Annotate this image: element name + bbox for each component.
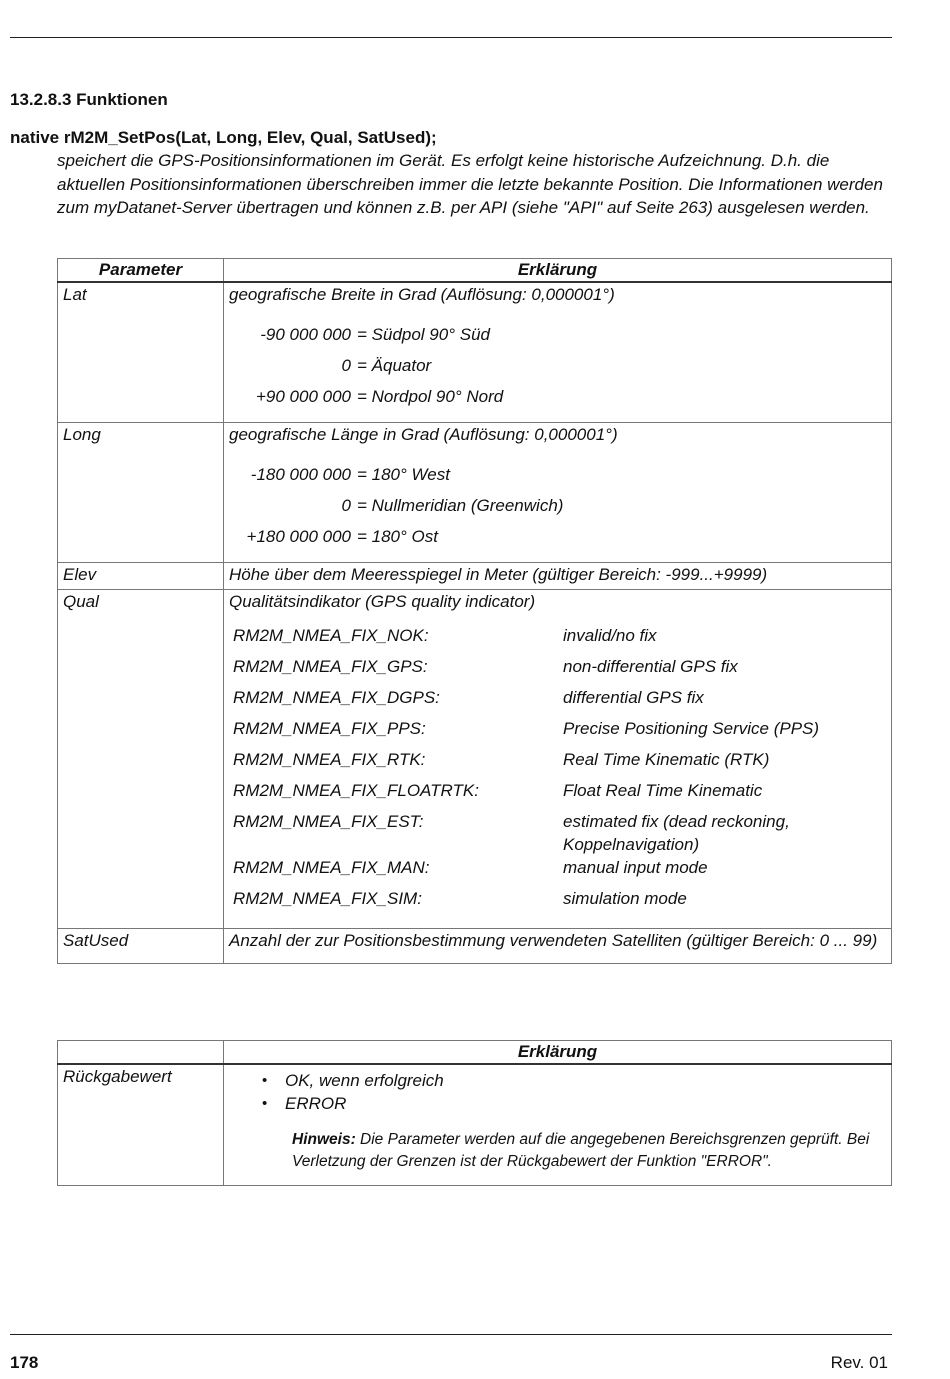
table-row-elev — [58, 563, 892, 590]
header-parameter: Parameter — [58, 259, 224, 283]
section-title: 13.2.8.3 Funktionen — [10, 90, 168, 109]
revision-label: Rev. 01 — [830, 1353, 888, 1372]
table-row-qual — [58, 590, 892, 929]
list-item: 0 = Nullmeridian (Greenwich) — [341, 496, 564, 515]
list-item: 0 = Äquator — [341, 356, 432, 375]
list-item: RM2M_NMEA_FIX_EST: estimated fix (dead reckoning, Koppelnavigation) — [233, 812, 790, 854]
list-item: RM2M_NMEA_FIX_GPS: non-differential GPS fix — [233, 657, 738, 676]
param-name: Elev — [58, 563, 224, 590]
note — [292, 1129, 886, 1173]
return-label: Rückgabewert — [58, 1064, 224, 1186]
param-name: SatUsed — [58, 929, 224, 964]
header-empty — [58, 1041, 224, 1065]
param-name: Long — [58, 423, 224, 563]
value-list — [229, 319, 886, 412]
header-explanation: Erklärung — [224, 1041, 892, 1065]
param-explanation: Anzahl der zur Positionsbestimmung verwendeten Satelliten (gültiger Bereich: 0 ... 99) — [224, 929, 892, 964]
header-rule — [10, 37, 892, 38]
header-explanation: Erklärung — [224, 259, 892, 283]
footer-rule — [10, 1334, 892, 1335]
list-item: • OK, wenn erfolgreich — [229, 1069, 886, 1092]
list-item: -180 000 000 = 180° West — [250, 465, 450, 484]
param-explanation: Höhe über dem Meeresspiegel in Meter (gültiger Bereich: -999...+9999) — [224, 563, 892, 590]
value-list — [229, 459, 886, 552]
note-label: Hinweis: — [292, 1131, 356, 1148]
param-explanation — [224, 423, 892, 563]
page-number: 178 — [10, 1353, 39, 1372]
table-row-satused — [58, 929, 892, 964]
value-list — [229, 624, 886, 918]
return-explanation — [224, 1064, 892, 1186]
param-explanation — [224, 282, 892, 423]
note-text: Die Parameter werden auf die angegebenen Bereichsgrenzen geprüft. Bei Verletzung der Grenzen ist der Rückgabewert der Funktion "ERROR". — [292, 1131, 870, 1170]
table-row-return — [58, 1064, 892, 1186]
parameter-table — [57, 258, 892, 964]
list-item: RM2M_NMEA_FIX_RTK: Real Time Kinematic (RTK) — [233, 750, 770, 769]
param-name: Qual — [58, 590, 224, 929]
return-table — [57, 1040, 892, 1186]
list-item: RM2M_NMEA_FIX_NOK: invalid/no fix — [233, 626, 657, 645]
function-description: speichert die GPS-Positionsinformationen im Gerät. Es erfolgt keine historische Aufzeichnung. D.h. die aktuellen Positionsinformationen überschreiben immer die letzte bekannte Position. Die Informationen werden zum myDatanet-Server übertragen und können z.B. per API (siehe "API" auf Seite 263) ausgelesen werden. — [57, 151, 883, 217]
param-text: geografische Länge in Grad (Auflösung: 0,000001°) — [229, 425, 618, 444]
param-name: Lat — [58, 282, 224, 423]
list-item: RM2M_NMEA_FIX_SIM: simulation mode — [233, 889, 687, 908]
param-explanation — [224, 590, 892, 929]
list-item: RM2M_NMEA_FIX_DGPS: differential GPS fix — [233, 688, 704, 707]
table-row-lat — [58, 282, 892, 423]
table-header-row — [58, 259, 892, 283]
table-row-long — [58, 423, 892, 563]
list-item: +90 000 000 = Nordpol 90° Nord — [255, 387, 504, 406]
list-item: • ERROR — [229, 1092, 886, 1115]
param-text: Qualitätsindikator (GPS quality indicator) — [229, 592, 536, 611]
list-item: +180 000 000 = 180° Ost — [246, 527, 438, 546]
list-item: RM2M_NMEA_FIX_PPS: Precise Positioning Service (PPS) — [233, 719, 820, 738]
list-item: RM2M_NMEA_FIX_MAN: manual input mode — [233, 858, 708, 877]
param-text: geografische Breite in Grad (Auflösung: 0,000001°) — [229, 285, 615, 304]
list-item: RM2M_NMEA_FIX_FLOATRTK: Float Real Time Kinematic — [233, 781, 763, 800]
table-header-row — [58, 1041, 892, 1065]
list-item: -90 000 000 = Südpol 90° Süd — [260, 325, 490, 344]
function-signature: native rM2M_SetPos(Lat, Long, Elev, Qual, SatUsed); — [10, 128, 437, 147]
return-values-list — [229, 1069, 886, 1115]
